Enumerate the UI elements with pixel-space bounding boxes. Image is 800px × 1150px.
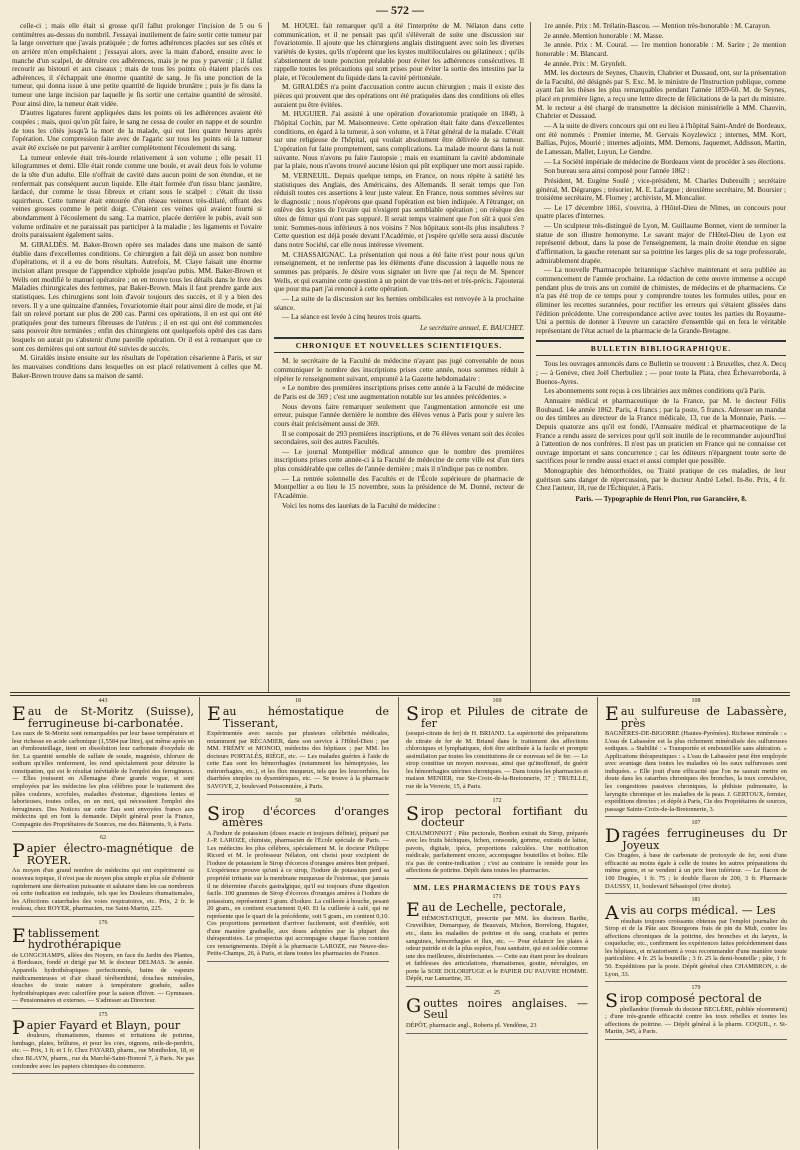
ad-number: 18 [295,698,301,704]
ad-body: de LONGCHAMPS, allées des Noyers, en face du Jardin des Plantes, à Bordeaux, fondé et dirigé par M. le docteur DELMAS. 3e année. Appareils hydrothérapiques perfectionnés, bains de vapeurs médicamenteuses et d'air chaud térébenthiné, douches minérales, douches de toute nature à température graduée, salles hydrothérapiques avec calorifère pour la saison d'hiver. — Gymnases. — Pensionnaires et externes. — S'adresser au Directeur. [12,951,194,1005]
ad-body: BAGNÈRES-DE-BIGORRE (Hautes-Pyrénées). Richesse minérale : « L'eau de Labassère est la plus richement minéralisée des sulfureuses sodiques. » Stabilité : « Transportée et embouteillée sans altération. » Applications thérapeutiques : « L'eau de Labassère peut être employée avec avantage dans toutes les maladies où les eaux sulfureuses sont indiquées. » Elle jouit d'une efficacité que l'on ne saurait mettre en doute dans les catarrhes chroniques des bronches, la toux convulsive, les congestions passives chroniques, la phthisie pulmonaire, la laryngite chronique et les maladies de la peau. J. GERTOUX, fermier, expéditions directes ; et dépôt à Paris, Cie des Propriétaires de sources, passage Sainte-Croix-de-la-Bretonnerie, 3. [605,730,787,813]
ad-number: 176 [98,919,108,926]
bulletin-title: BULLETIN BIBLIOGRAPHIQUE. [536,340,786,356]
article-paragraph: — La suite de la discussion sur les hernies ombilicales est renvoyée à la prochaine séance. [274,294,524,312]
article-paragraph: M. CHASSAIGNAC. La présentation qui nous a été faite n'est pour nous qu'un renseignement, et ne renferme pas les éléments d'une discussion à laquelle nous ne sommes pas préparés. Je désire vous signaler un livre que j'ai reçu de M. Spencer Wells, et qui examine cette question à un point de vue très-net et très-précis. J'ajouterai que pour ma part j'ai renoncé à cette opération. [274,250,524,294]
article-paragraph: — La nouvelle Pharmacopée britannique s'achève maintenant et sera publiée au commencement de l'année prochaine. La rédaction de cette œuvre immense a occupé pendant plus de trois ans un comité de chimistes, de médecins et de pharmaciens. Ce n'a pas été trop de ce temps pour y comprendre toutes les formules utiles, pour en éliminer les recettes surannées, pour rectifier les erreurs qui s'étaient glissées dans l'édition précédente. Une correspondance active avec toutes les parties du Royaume-Uni a permis de donner à l'œuvre un caractère d'ensemble qui en fera le véritable représentant de l'état actuel de la pharmacie de la Grande-Bretagne. [536,266,786,335]
ad-body: Au moyen d'un grand nombre de médecins qui ont expérimenté ce nouveau topique, il n'est pas de moyen plus simple et plus sûr d'obtenir rapidement une dérivation puissante et salutaire dans les cas nombreux où cette indication est indiquée, tels que les Douleurs rhumatismales, les Affections catarrhales des voies respiratoires, etc. Prix, 2 fr. le rouleau, chez ROYER, pharmacien, rue Saint-Martin, 225. [12,867,194,913]
ad-number: 443 [98,698,108,704]
advertisement [12,834,194,916]
ad-number: 108 [691,698,701,704]
article-paragraph: M. VERNEUIL. Depuis quelque temps, en France, on nous répète à satiété les statistiques des Anglais, des Américains, des Allemands. Il serait temps que l'on réduisît toutes ces assertions à leur juste valeur. En France, nous sommes sévères sur le diagnostic ; nous n'opérons que quand l'opération est bien indiquée. A l'étranger, on enlève des kystes de l'ovaire qui n'exigent pas semblable opération ; on résèque des têtes de fémur qui n'ont pas suppuré. Il serait temps vraiment que l'on sût à quoi s'en tenir. Sommes-nous inférieurs à nos voisins ? Nos hôpitaux sont-ils plus insalubres ? Cette question est déjà posée devant l'Académie, et j'espère qu'elle sera aussi discutée dans notre Société, car elle nous intéresse vivement. [274,171,524,250]
ad-title: Eau sulfureuse de Labassère, près [605,703,787,730]
advertisement [406,881,588,987]
ad-title: Sirop d'écorces d'oranges amères [207,802,389,830]
advertisement [12,919,194,1009]
ad-title: Eau de St-Moritz (Suisse), ferrugineuse bi-carbonatée. [12,703,194,730]
chronique-paragraph: Nous devons faire remarquer seulement que l'augmentation annoncée est une erreur, puisque l'année dernière le nombre des élèves venus à Paris pour y suivre les cours était précisément aussi de 369. [274,402,524,428]
ad-number: 171 [492,894,502,901]
ad-body: résultats toujours croissants obtenus par l'emploi journalier du Sirop et de la Pâte aux Bourgeons frais de pin du Midi, contre les affections chroniques de la poitrine, des bronches et du larynx, la coqueluche, etc., confirment les expériences faites précédemment dans les hôpitaux, et m'autorisent à vous recommander d'une manière toute particulière. 4 fr. 25 la bouteille ; 3 fr. 25 la demi-bouteille ; pâte, 1 fr. 50. Expéditions par la poste. Dépôt général chez CHAMBRON, r. de Lyon, 33. [605,917,787,978]
chronique-paragraph: Il se composait de 293 premières inscriptions, et de 76 élèves venant soit des écoles secondaires, soit des autres Facultés. [274,429,524,447]
chronique-paragraph: M. le secrétaire de la Faculté de médecine n'ayant pas jugé convenable de nous communiquer le nombre des inscriptions prises cette année, nous sommes réduit à répéter le renseignement suivant, emprunté à la Gazette hebdomadaire : [274,357,524,383]
printer-line: Paris. — Typographie de Henri Plon, rue Garancière, 8. [575,495,747,504]
ad-column-divider [199,697,200,1149]
secretary-signature: Le secrétaire annuel, E. BAUCHET. [420,323,524,332]
ad-number: 179 [691,985,701,992]
advertisement [12,1011,194,1074]
ad-number: 175 [98,1011,108,1018]
ad-title: Eau de Lechelle, pectorale, [406,899,567,922]
column-divider [530,22,531,692]
ad-title: Etablissement hydrothérapique [12,924,122,952]
ad-body: Expérimentée avec succès par plusieurs célébrités médicales, notamment par RÉCAMIER, dans son service à l'Hôtel-Dieu ; par MM. FRÉMY et MONOD, médecins des hôpitaux ; par MM. les docteurs PORTALÈS, RIÈGE, etc. — Les malades guéries à l'aide de cette Eau sont les hémorrhagies (notamment les hémoptysies, les métrorrhagies, etc.), et les flux muqueux, tels que les leucorrhées, les diarrhées simples ou dysentériques, etc. — Se trouve à la pharmacie SAVOYE, 2, boulevard Poissonnière, à Paris. [207,730,389,790]
ad-title: Sirop composé pectoral de [605,990,762,1013]
ad-body: A l'iodure de potassium (doses exacte et toujours définie), préparé par J.-P. LAROZE, chimiste, pharmacien de l'École spéciale de Paris. — Les médecins les plus célèbres, spécialement M. le docteur Philippe Ricord et M. le professeur Nélaton, ont choisi pour excipient de l'iodure de potassium le Sirop d'écorces d'oranges amères bien préparé. L'expérience prouve qu'uni à ce sirop, l'iodure de potassium perd sa propriété irritante sur la membrane muqueuse de l'estomac, que jamais il ne détermine d'accès gastralgique, qu'il est toujours d'une digestion facile. 100 grammes de Sirop d'écorces d'oranges amères à l'iodure de potassium, représentent 3 gram. d'iodure. La cuillerée à bouche, pesant 20 gram., en contient exactement 0,40. Et la cuillerée à café, qui ne représente que le quart de la précédente, soit 5 gram., en contient 0,10. Ces proportions permettent d'arriver facilement, soit d'emblée, soit d'une manière graduelle, aux doses adoptées par la plupart des thérapeutistes. Le prospectus qui accompagne chaque flacon contient ces renseignements. Dépôt à la pharmacie LAROZE, rue Neuve-des-Petits-Champs, 26, à Paris, et dans toutes les pharmacies de France. [207,829,389,958]
chronique-paragraph: — Le journal Montpellier médical annonce que le nombre des premières inscriptions prises cette année-ci à la Faculté de médecine de cette ville est d'un tiers plus considérable que celles de l'année dernière ; mais il n'indique pas ce nombre. [274,447,524,474]
article-paragraph: Président, M. Eugène Soulé ; vice-président, M. Charles Dubreuilh ; secrétaire général, M. Dégranges ; trésorier, M. E. Lafargue ; deuxième secrétaire, M. Boursier ; troisième secrétaire, M. Florney ; archiviste, M. Moncalier. [536,176,786,203]
ad-header: MM. LES PHARMACIENS DE TOUS PAYS [413,884,581,892]
ad-column-4 [605,697,787,1042]
advertisement [207,797,389,962]
advertisement-separator [10,692,790,693]
ad-body: DÉPÔT, pharmacie angl., Roberts pl. Vendôme, 23 [406,1021,537,1029]
advertisement-separator [10,695,790,696]
advertisements [0,697,800,1149]
ad-body: (sesqui-citrate de fer) de H. BRIAND. La supériorité des préparations de citrate de fer de M. Briand dans le traitement des affections chloroiques et lymphatiques, doit être attribuée à la facile et prompte assimilation par toutes les constitutions de ce nouveau sel de fer. — Le sirop constitue un moyen nouveau, ainsi que qu'inoffensif, de guérir les hémorrhagies utérines chroniques. — Dans toutes les pharmacies et maison MENIER, rue Ste-Croix-de-la-Bretonnerie, 37 ; TRUELLE, rue de la Verrerie, 15, à Paris. [406,730,588,790]
article-paragraph: M. HUGUIER. J'ai assisté à une opération d'ovariotomie pratiquée en 1849, à l'hôpital Cochin, par M. Maisonneuve. Cette opération était faite dans d'excellentes conditions, en égard à la tumeur, à son volume, et à l'état général de la malade. C'était sur une religieuse de l'hôpital, qui voulait absolument être délivrée de sa tumeur. L'opération fut faite promptement, sans complications. La malade mourut dans la nuit suivante. Nous n'avons pu faire l'autopsie ; mais en examinant la cavité abdominale par la plaie, nous n'avons trouvé aucune lésion qui pût expliquer une mort aussi rapide. [274,110,524,171]
article-paragraph: celle-ci ; mais elle était si grosse qu'il fallut prolonger l'incision de 5 ou 6 centimètres au-dessus du nombril. J'essayai inutilement de faire sortir cette tumeur par la large ouverture que j'avais pratiquée ; de fortes adhérences placées sur ses côtés et en arrière m'en empêchaient ; j'essayai alors, avec la main d'abord, ensuite avec le manche d'un scalpel, de détruire ces adhérences, mais je ne pus y parvenir ; il fallut recourir au bistouri et aux ciseaux ; mais de tous les points où étaient placés ces adhérences, il s'échappait une énorme quantité de sang. Je fis une ponction de la tumeur, qui donna issue à une petite quantité de liquide brunâtre ; puis je fis dans la tumeur une large incision par laquelle je fis sortir une certaine quantité de sérosité. Pour ainsi dire, la tumeur était vidée. [12,22,262,108]
right-column [536,22,786,506]
article-paragraph: M. Giraldès insiste ensuite sur les résultats de l'opération césarienne à Paris, et sur les mauvaises conditions dans lesquelles on est placé relativement à celles que M. Baker-Brown trouve dans sa maison de santé. [12,354,262,380]
advertisement [12,697,194,832]
article-paragraph: — La Société impériale de médecine de Bordeaux vient de procéder à ses élections. [544,157,786,166]
bulletin-entry: Tous les ouvrages annoncés dans ce Bulletin se trouvent : à Bruxelles, chez A. Decq ; — à Genève, chez Joël Cherbuliez ; — pour toute la Plata, chez Échevarreborda, à Buenos-Ayres. [536,360,786,386]
article-paragraph: — La séance est levée à cinq heures trois quarts. [282,313,422,322]
ad-column-1 [12,697,194,1076]
advertisement [406,797,588,879]
ad-title: Gouttes noires anglaises. — Seul [406,994,588,1022]
page-number: — 572 — [376,3,424,17]
ad-title: Sirop pectoral fortifiant du docteur [406,802,588,830]
section-title: CHRONIQUE ET NOUVELLES SCIENTIFIQUES. [274,337,524,353]
column-divider [268,22,269,692]
bulletin-entry: Annuaire médical et pharmaceutique de la France, par M. le docteur Félix Roubaud. 14e année 1862. Paris, 4 francs ; par la poste, 5 francs. Adresser un mandat ou des timbres au directeur de la France médicale, 13, rue de la Monnaie, Paris. — Depuis quatorze ans qu'il est fondé, l'Annuaire médical et pharmaceutique de la France a rendu assez de services pour qu'il soit inutile de le recommander aujourd'hui à l'attention de nos confrères. Il n'est pas un praticien en France qui ne connaisse cet ouvrage important et sans concurrence ; car les éditeurs n'épargnent toute sorte de sacrifices pour le rendre aussi exact et aussi complet que possible. [536,396,786,466]
article-paragraph: La tumeur enlevée était très-lourde relativement à son volume ; elle pesait 11 kilogrammes et demi. Elle était ronde comme une boule, et avait deux fois le volume de la tête d'un adulte. Elle n'offrait de cavité dans aucun point de son étendue, et ne renfermait pas conséquent aucun liquide. Elle était formée d'un tissu blanc jaunâtre, lardacé, dur comme le tissu fibreux et criant sous le scalpel : c'était du tissu squirrheux. Cette tumeur était entourée d'un réseau veineux très-dilaté, offrant des veines grosses comme le petit doigt. C'étaient ces veines qui avaient fourni si abondamment à l'écoulement du sang. La matrice, placée derrière le pubis, avait son volume ordinaire et ne paraissait pas participer à la maladie ; les ligaments et l'ovaire droits paraissaient également sains. [12,153,262,240]
ad-number: 107 [691,820,701,827]
article-paragraph: 3e année. Prix : M. Coural. — 1re mention honorable : M. Sarire ; 2e mention honorable : M. Blancard. [536,41,786,58]
article-paragraph: 4e année. Prix : M. Grynfelt. [544,59,627,68]
ad-number: 172 [492,797,502,804]
chronique-paragraph: « Le nombre des premières inscriptions prises cette année à la Faculté de médecine de Paris est de 369 ; c'est une augmentation notable sur les années précédentes. » [274,384,524,401]
ad-number: 181 [691,897,701,904]
advertisement [605,896,787,982]
chronique-paragraph: — La rentrée solennelle des Facultés et de l'École supérieure de pharmacie de Montpellier a eu lieu le 15 novembre, sous la présidence de M. Donné, recteur de l'Académie. [274,474,524,501]
left-column [12,22,262,381]
ad-body: Les eaux de St-Moritz sont remarquables par leur basse température et leur richesse en acide carbonique (1,5584 par litre), qui même après un an d'embouteillage, tient en dissolution leur carbonate d'oxydule de fer. La quantité sensible de sulfate de soude, magnésie, chlorure de sodium qu'elles renferment, les rend spécialement pour détruire la constipation, qui est le résultat inévitable de l'emploi des ferrugineux. — Elles jouissent en Allemagne d'une grande vogue, et sont employées par les médecins les plus célèbres pour le traitement des pâles couleurs, scrofules, maladies d'estomac, digestions lentes et laborieuses, toutes celles, en un mot, qui nécessitent l'emploi des ferrugineux. Des Notices sur cette Eau sont envoyées franco aux médecins qui en font la demande. Dépôt général pour la France, Compagnie des Propriétaires de Sources, rue des Bâtiments, 9, à Paris. [12,730,194,828]
advertisement [207,697,389,795]
advertisement [406,697,588,795]
advertisement [406,989,588,1034]
ad-number: 62 [100,835,106,842]
ad-body: HÉMOSTATIQUE, prescrite par MM. les docteurs Barthe, Cruveilhier, Demarquay, de Beauvais, Michon, Borrelong, Huguier, etc., dans les maladies de poitrine et du sang, crachats et pertes sanguines, hémorrhagies et flux, etc. — Pour éclaircir les plaies à odeur putride et de la plus espèce, l'eau sanitaire, qui est soldée comme une des meilleures, désinfectantes. — Cette eau étant pour les douleurs et faiblesses des articulations, rhumatismes, goutte, névralgies, en porte la SOIE DOLORIFUGE et le PAPIER DU PAUVRE HOMME. Dépôt, rue Lamartine, 35. [406,914,588,983]
ad-number: 169 [492,698,502,704]
article-paragraph: M. HOUEL fait remarquer qu'il a été l'interprète de M. Nélaton dans cette communication, et il ne pensait pas qu'il s'élèverait de suite une discussion sur l'ovariotomie. Il ajoute que les chirurgiens anglais distinguent avec soin les diverses variétés de kystes, qu'ils n'opèrent que les kystes multiloculaires ou gélatineux ; qu'ils s'abstiennent de toute ponction préalable pour éviter les adhérences consécutives. Il rappelle toutes les précautions qui sont prises pour éviter la sortie des intestins par la plaie, et l'écoulement du liquide dans la cavité péritonéale. [274,22,524,82]
article-paragraph: — Un sculpteur très-distingué de Lyon, M. Guillaume Bonnet, vient de terminer la statue de son illustre homonyme. Le savant major de l'Hôtel-Dieu de Lyon est représenté debout, dans la pose de l'enseignement, la main droite étendue en signe d'affirmation, la gauche retenant sur sa poitrine les larges plis de sa toge professorale, admirablement drapée. [536,222,786,265]
article-paragraph: M. GIRALDÈS. M. Baker-Brown opère ses malades dans une maison de santé établie dans d'excellentes conditions. Ce chirurgien a fait déjà un assez bon nombre d'opérations, et il a eu de bons résultats. Autrefois, M. Claye faisait une énorme incision allant presque de l'appendice xiphoïde jusqu'au pubis. MM. Baker-Brown et Wells ont modifié le manuel opératoire ; on en trouve tous les détails dans le livre des Maladies chirurgicales des femmes, par Baker-Brown. Mais il faut prendre garde aux statistiques. Les chirurgiens sont loin d'avoir toujours des succès, et il y a bien des revers. Il y a une quinzaine d'années, l'ovariotomie était pour ainsi dire de mode, et j'ai fait un relevé portant sur plus de 200 cas. Parmi ces opérations, il en est qui ont été pratiquées pour des tumeurs fibreuses de l'utérus ; il en est qui ont été commencées sans pouvoir être terminées ; enfin des chirurgiens ont quelquefois opéré des cas dans lesquels on aurait pu s'abstenir d'une pareille opération. Or il est à remarquer que ce sont ces dernières qui ont surtout été suivies de succès. [12,241,262,353]
ad-title: Sirop et Pilules de citrate de fer [406,703,588,730]
ad-title: Papier électro-magnétique de ROYER. [12,840,194,867]
chronique-paragraph: Voici les noms des lauréats de la Faculté de médecine : [282,501,440,510]
article-paragraph: 1re année. Prix : M. Trélatin-Bascou. — Mention très-honorable : M. Carayon. [544,22,771,30]
ad-column-divider [597,697,598,1149]
ad-column-3 [406,697,588,1036]
article-paragraph: Son bureau sera ainsi composé pour l'année 1862 : [544,167,690,176]
ad-body: Ces Dragées, à base de carbonate de protoxyde de fer, sont d'une efficacité au moins égale à celle de toutes les autres préparations du même genre, et se vendent à un prix bien inférieur. — Le flacon de 100 Dragées, 1 fr. 75 ; le double flacon de 200, 3 fr. Pharmacie DAUSSY, 11, boulevard Sébastopol (rive droite). [605,852,787,890]
ad-column-2 [207,697,389,964]
article-paragraph: 2e année. Mention honorable : M. Masse. [544,31,664,40]
article-paragraph: — A la suite de divers concours qui ont eu lieu à l'hôpital Saint-André de Bordeaux, ont été nommés : Premier interne, M. Gervais Koyzlewicz ; internes, MM. Kort, Ballias, Pujos, Mourié ; internes adjoints, MM. Demons, Jaquemet, Addisson, Martin, de Lanessan, Mallet, Luyun, Le Gendre. [536,122,786,156]
ad-number: 25 [494,989,500,996]
bulletin-entry: Monographie des hémorrhoïdes, ou Traité pratique de ces maladies, de leur guérison sans danger de répercussion, par le docteur André Lebel. In-8o. Prix, 4 fr. Chez l'auteur, 18, rue de l'Échiquier, à Paris. [536,467,786,493]
ad-title: Papier Fayard et Blayn, pour [12,1016,181,1039]
ad-number: 58 [295,797,301,804]
advertisement [605,984,787,1040]
article-paragraph: — Le 17 décembre 1861, s'ouvrira, à l'Hôtel-Dieu de Nîmes, un concours pour quatre places d'internes. [536,203,786,221]
middle-column [274,22,524,511]
ad-body: phellandrie (formule du docteur BECLÈRE, publiée récemment) ; d'une très-grande efficacité contre les toux rebelles et toutes les affections de poitrine. — Dépôt général à la pharm. COQUIL, r. St-Martin, 345, à Paris. [605,1005,787,1036]
ad-title: Avis au corps médical. — Les [605,902,776,925]
ad-column-divider [398,697,399,1149]
article-paragraph: D'autres ligatures furent appliquées dans les points où les adhérences avaient été coupées ; mais, quoi qu'on pût faire, le sang ne cessa de couler en nappe et de sourdre de tous les côtés jusqu'à la mort de la malade, qui eut lieu quatre heures après l'opération. Une compression faite avec de l'agaric sur tous les points où la tumeur avait été excisée ne put parvenir à arrêter complètement l'écoulement du sang. [12,109,262,152]
ad-title: Eau hémostatique de Tisserant, [207,703,389,730]
ad-body: CHAUMONNOT ; Pâte pectorale, Bonbon extrait du Sirop, préparés avec les fruits béchiques, lichen, consoude, gomme, extraits de laitue, pavots, digitale, ipéca, proportions calculées. Une notification médicale, parfaitement encore, accompagne bouteilles et boîtes. Elle n'a pas de contre-indication ; c'est au contraire le remède pour les affections de poitrine. Dépôt dans toutes les pharmacies. [406,829,588,875]
article-paragraph: MM. les docteurs de Seynes, Chauvin, Chabrier et Dussaud, ont, sur la présentation de la Faculté, été désignés par S. Exc. M. le ministre de l'Instruction publique, comme ayant fait les thèses les plus remarquables pendant l'année 1859-60. M. de Seynes, placé en première ligne, a reçu une lettre directe de félicitations de la part du ministre. M. le recteur a été chargé de transmettre la décision ministérielle à MM. Chauvin, Chabrier et Dussaud. [536,69,786,121]
advertisement [605,819,787,894]
article-paragraph: M. GIRALDÈS n'a point d'accusation contre aucun chirurgien ; mais il existe des pièces qui prouvent que des opérations ont été pratiquées dans des conditions où elles auraient pu être évitées. [274,83,524,109]
bulletin-entry: Les abonnements sont reçus à ces librairies aux mêmes conditions qu'à Paris. [544,387,766,396]
advertisement [605,697,787,817]
ad-title: Dragées ferrugineuses du Dr Joyeux [605,825,787,852]
ad-body: douleurs, rhumatismes, rhumes et irritations de poitrine, lumbago, plaies, brûlures, et pour les cors, oignons, œils-de-perdrix, etc. — Prix, 1 fr. et 1 fr. Chez FAYARD, pharm., rue Montholon, 18, et chez BLAYN, pharm., rue du Marché-Saint-Honoré 7, à Paris. Ne pas confondre avec les papiers chimiques du commerce. [12,1032,194,1070]
